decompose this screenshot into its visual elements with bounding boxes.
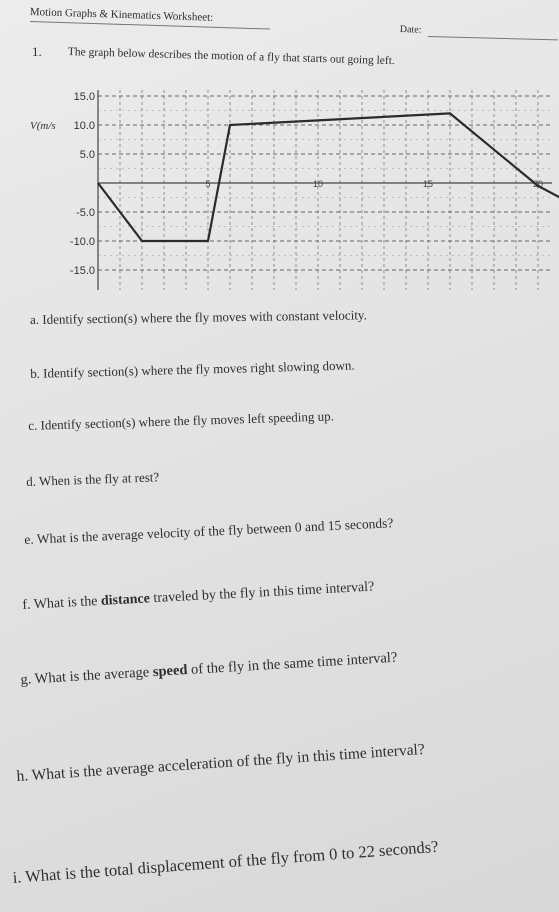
x-tick-label: 15 <box>422 179 434 189</box>
question-g-bold: speed <box>152 662 188 681</box>
y-tick-label: 10.0 <box>73 120 95 132</box>
question-f-bold: distance <box>100 591 151 609</box>
question-e: e. What is the average velocity of the fly between 0 and 15 seconds? <box>24 515 394 547</box>
y-axis-label: V(m/s <box>30 120 56 132</box>
x-tick-label: 5 <box>205 179 211 189</box>
y-tick-label: -5.0 <box>76 207 95 219</box>
velocity-series <box>98 113 559 241</box>
question-i: i. What is the total displacement of the fly from 0 to 22 seconds? <box>12 836 440 887</box>
graph-labels <box>30 91 543 277</box>
velocity-time-graph <box>0 0 559 300</box>
question-h: h. What is the average acceleration of the fly in this time interval? <box>16 740 426 785</box>
problem-intro: The graph below describes the motion of a fly that starts out going left. <box>67 46 395 68</box>
question-g-post: of the fly in the same time interval? <box>186 649 398 679</box>
velocity-line <box>98 113 559 241</box>
problem-number: 1. <box>32 44 42 59</box>
date-label: Date: <box>399 24 422 36</box>
question-c: c. Identify section(s) where the fly moves left speeding up. <box>28 408 335 433</box>
question-f <box>22 580 375 614</box>
worksheet-title: Motion Graphs & Kinematics Worksheet: <box>29 6 214 24</box>
question-d: d. When is the fly at rest? <box>26 469 160 489</box>
question-g-pre: g. What is the average <box>20 664 154 688</box>
question-g <box>20 650 398 689</box>
x-tick-label: 10 <box>312 179 324 189</box>
y-tick-label: 5.0 <box>79 149 95 161</box>
x-tick-label: 20 <box>532 179 544 189</box>
y-tick-label: 15.0 <box>73 91 95 103</box>
y-tick-label: -15.0 <box>69 265 95 277</box>
question-f-pre: f. What is the <box>22 593 102 613</box>
y-tick-label: -10.0 <box>69 236 95 248</box>
question-f-post: traveled by the fly in this time interval? <box>149 579 375 607</box>
question-b: b. Identify section(s) where the fly moves right slowing down. <box>30 357 355 381</box>
question-a: a. Identify section(s) where the fly moves with constant velocity. <box>30 307 367 327</box>
